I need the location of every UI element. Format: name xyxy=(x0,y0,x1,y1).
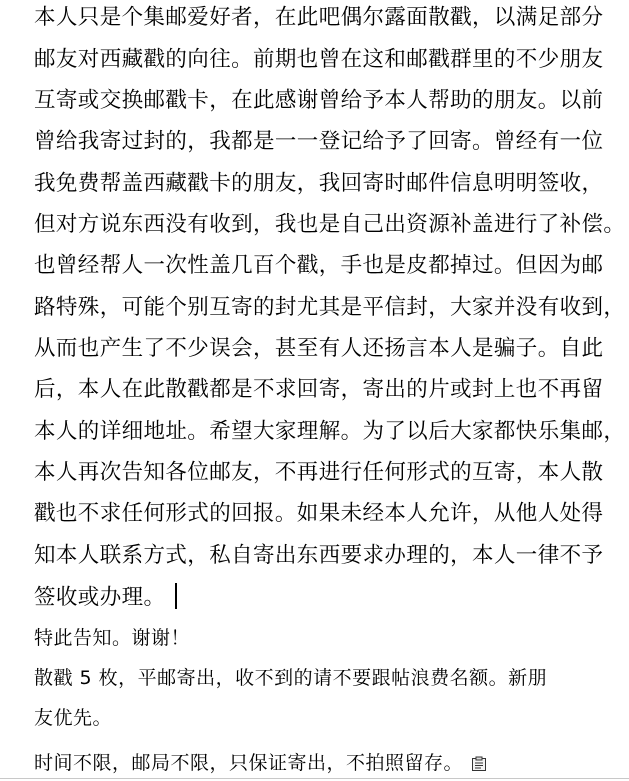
offer-line-continued: 友优先。 xyxy=(34,707,113,729)
text-line: 本人只是个集邮爱好者，在此吧偶尔露面散戳，以满足部分 xyxy=(34,5,604,30)
text-line: 戳也不求任何形式的回报。如果未经本人允许，从他人处得 xyxy=(34,501,604,526)
text-line: 知本人联系方式，私自寄出东西要求办理的，本人一律不予 xyxy=(34,543,604,568)
page-divider xyxy=(0,778,629,779)
terms-line xyxy=(34,749,629,777)
notice-line: 特此告知。谢谢！ xyxy=(34,627,191,649)
text-line-last xyxy=(34,583,629,612)
text-line: 我免费帮盖西藏戳卡的朋友，我回寄时邮件信息明明签收， xyxy=(34,171,604,196)
text-line: 本人的详细地址。希望大家理解。为了以后大家都快乐集邮， xyxy=(34,419,626,444)
offer-line: 散戳 5 枚，平邮寄出，收不到的请不要跟帖浪费名额。新朋 xyxy=(34,667,548,689)
terms-text: 时间不限，邮局不限，只保证寄出，不拍照留存。 xyxy=(34,752,464,774)
text-line: 互寄或交换邮戳卡，在此感谢曾给予本人帮助的朋友。以前 xyxy=(34,88,604,113)
text-line: 邮友对西藏戳的向往。前期也曾在这和邮戳群里的不少朋友 xyxy=(34,47,604,72)
clipboard-icon[interactable] xyxy=(471,756,487,772)
text-line: 后，本人在此散戳都是不求回寄，寄出的片或封上也不再留 xyxy=(34,377,604,402)
text-line: 但对方说东西没有收到，我也是自己出资源补盖进行了补偿。 xyxy=(34,212,626,237)
text-line: 从而也产生了不少误会，甚至有人还扬言本人是骗子。自此 xyxy=(34,336,604,361)
text-line: 路特殊，可能个别互寄的封尤其是平信封，大家并没有收到， xyxy=(34,295,626,320)
text-line: 曾给我寄过封的，我都是一一登记给予了回寄。曾经有一位 xyxy=(34,129,604,154)
text-cursor xyxy=(175,583,177,609)
text-line: 也曾经帮人一次性盖几百个戳，手也是皮都掉过。但因为邮 xyxy=(34,253,604,278)
text-line: 本人再次告知各位邮友，不再进行任何形式的互寄，本人散 xyxy=(34,460,604,485)
paragraph-ending: 签收或办理。 xyxy=(34,585,166,610)
